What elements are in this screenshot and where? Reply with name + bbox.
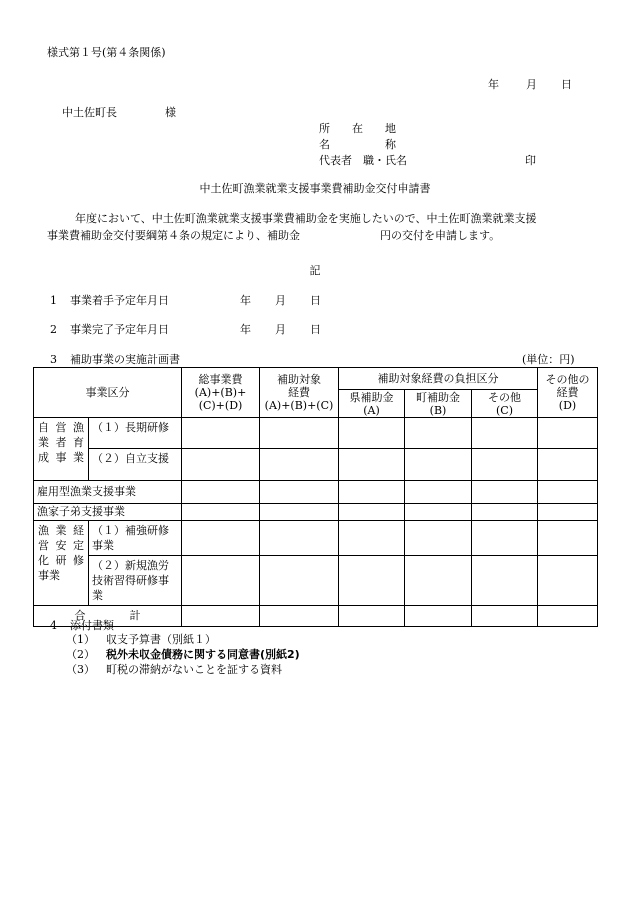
category-employed: 雇用型漁業支援事業 bbox=[34, 481, 182, 504]
item-plan bbox=[50, 353, 180, 368]
cell[interactable] bbox=[538, 418, 598, 449]
cell[interactable] bbox=[472, 521, 538, 556]
header-other-cost: その他の 経費 (D) bbox=[538, 368, 598, 418]
category-jieigyo: 自営漁 業者育 成事業 bbox=[34, 418, 89, 481]
table-row bbox=[34, 418, 598, 449]
month-label: 月 bbox=[275, 294, 286, 307]
year-label: 年 bbox=[488, 78, 499, 91]
item-label: 事業完了予定年月日 bbox=[70, 323, 169, 336]
cell[interactable] bbox=[538, 449, 598, 481]
cell[interactable] bbox=[538, 521, 598, 556]
item-number: 3 bbox=[50, 353, 57, 366]
cell[interactable] bbox=[339, 418, 405, 449]
table-row bbox=[34, 504, 598, 521]
ki-heading: 記 bbox=[309, 264, 321, 277]
cell[interactable] bbox=[260, 418, 339, 449]
cell[interactable] bbox=[339, 606, 405, 627]
addressee-name: 中土佐町長 bbox=[62, 106, 117, 119]
month-label: 月 bbox=[526, 78, 537, 91]
cell[interactable] bbox=[260, 606, 339, 627]
attachment-item: （1） 収支予算書（別紙１） bbox=[66, 633, 216, 646]
header-eligible: 補助対象 経費 (A)+(B)+(C) bbox=[260, 368, 339, 418]
cell[interactable] bbox=[405, 556, 472, 606]
name-label: 名 称 bbox=[319, 138, 396, 151]
date-line bbox=[488, 78, 572, 93]
cell[interactable] bbox=[182, 418, 260, 449]
addressee-honorific: 様 bbox=[165, 106, 176, 119]
cell[interactable] bbox=[182, 481, 260, 504]
attachment-item: （2） 税外未収金債務に関する同意書(別紙2) bbox=[66, 648, 300, 661]
header-pref: 県補助金 (A) bbox=[339, 390, 405, 418]
body-line-2a: 事業費補助金交付要綱第４条の規定により、補助金 bbox=[47, 229, 300, 242]
sub-long-training: （１）長期研修 bbox=[89, 418, 182, 449]
category-family: 漁家子弟支援事業 bbox=[34, 504, 182, 521]
cell[interactable] bbox=[405, 521, 472, 556]
sub-new-fishing: （２）新規漁労 技術習得研修事 業 bbox=[89, 556, 182, 606]
item-label: 補助事業の実施計画書 bbox=[70, 353, 180, 366]
cell[interactable] bbox=[339, 521, 405, 556]
item-number: 2 bbox=[50, 323, 57, 336]
cell[interactable] bbox=[472, 449, 538, 481]
cell[interactable] bbox=[472, 504, 538, 521]
item-end-date bbox=[50, 323, 321, 338]
header-total: 総事業費 (A)+(B)+ (C)+(D) bbox=[182, 368, 260, 418]
cell[interactable] bbox=[182, 449, 260, 481]
cell[interactable] bbox=[260, 504, 339, 521]
body-text bbox=[47, 210, 592, 244]
cell[interactable] bbox=[182, 504, 260, 521]
attachments-number: 4 bbox=[50, 619, 57, 632]
cell[interactable] bbox=[339, 481, 405, 504]
cell[interactable] bbox=[405, 504, 472, 521]
cell[interactable] bbox=[538, 556, 598, 606]
name-row bbox=[319, 137, 536, 153]
cell[interactable] bbox=[405, 606, 472, 627]
item-start-date bbox=[50, 294, 321, 309]
unit-label: (単位：円) bbox=[522, 353, 575, 366]
cell[interactable] bbox=[472, 481, 538, 504]
representative-row bbox=[319, 153, 536, 169]
body-line-2b: 円の交付を申請します。 bbox=[380, 229, 501, 242]
attachment-item: （3） 町税の滞納がないことを証する資料 bbox=[66, 663, 282, 676]
total-row bbox=[34, 606, 598, 627]
header-town: 町補助金 (B) bbox=[405, 390, 472, 418]
header-burden: 補助対象経費の負担区分 bbox=[339, 368, 538, 390]
cell[interactable] bbox=[182, 521, 260, 556]
header-row-1 bbox=[34, 368, 598, 390]
cell[interactable] bbox=[472, 556, 538, 606]
category-stabilize: 漁業経 営安定 化研修 事業 bbox=[34, 521, 89, 606]
cell[interactable] bbox=[538, 481, 598, 504]
cell[interactable] bbox=[472, 418, 538, 449]
applicant-block bbox=[319, 121, 536, 169]
cell[interactable] bbox=[260, 449, 339, 481]
month-label: 月 bbox=[275, 323, 286, 336]
table-row bbox=[34, 556, 598, 606]
cell[interactable] bbox=[260, 521, 339, 556]
total-label: 合 計 bbox=[34, 606, 182, 627]
plan-table bbox=[33, 367, 598, 627]
header-category: 事業区分 bbox=[34, 368, 182, 418]
cell[interactable] bbox=[339, 449, 405, 481]
cell[interactable] bbox=[405, 449, 472, 481]
table-row bbox=[34, 449, 598, 481]
sub-independent: （２）自立支援 bbox=[89, 449, 182, 481]
day-label: 日 bbox=[561, 78, 572, 91]
cell[interactable] bbox=[182, 606, 260, 627]
cell[interactable] bbox=[538, 606, 598, 627]
cell[interactable] bbox=[339, 504, 405, 521]
cell[interactable] bbox=[339, 556, 405, 606]
attachments-heading bbox=[50, 619, 114, 634]
seal-mark: 印 bbox=[525, 154, 536, 167]
address-label: 所 在 地 bbox=[319, 122, 396, 135]
header-other: その他 (C) bbox=[472, 390, 538, 418]
day-label: 日 bbox=[310, 323, 321, 336]
year-label: 年 bbox=[240, 294, 251, 307]
cell[interactable] bbox=[472, 606, 538, 627]
document-title: 中土佐町漁業就業支援事業費補助金交付申請書 bbox=[199, 182, 431, 195]
cell[interactable] bbox=[538, 504, 598, 521]
table-row bbox=[34, 481, 598, 504]
attachments-title: 添付書類 bbox=[70, 619, 114, 632]
cell[interactable] bbox=[260, 556, 339, 606]
cell[interactable] bbox=[405, 481, 472, 504]
item-number: 1 bbox=[50, 294, 57, 307]
cell[interactable] bbox=[182, 556, 260, 606]
form-number: 様式第１号(第４条関係) bbox=[47, 46, 166, 59]
day-label: 日 bbox=[310, 294, 321, 307]
address-row bbox=[319, 121, 536, 137]
addressee bbox=[62, 106, 176, 121]
cell[interactable] bbox=[405, 418, 472, 449]
cell[interactable] bbox=[260, 481, 339, 504]
sub-reinforce: （１）補強研修 事業 bbox=[89, 521, 182, 556]
body-line-1: 年度において、中土佐町漁業就業支援事業費補助金を実施したいので、中土佐町漁業就業支援 bbox=[75, 212, 537, 225]
representative-label: 代表者 職・氏名 bbox=[319, 154, 407, 167]
table-row bbox=[34, 521, 598, 556]
item-label: 事業着手予定年月日 bbox=[70, 294, 169, 307]
year-label: 年 bbox=[240, 323, 251, 336]
